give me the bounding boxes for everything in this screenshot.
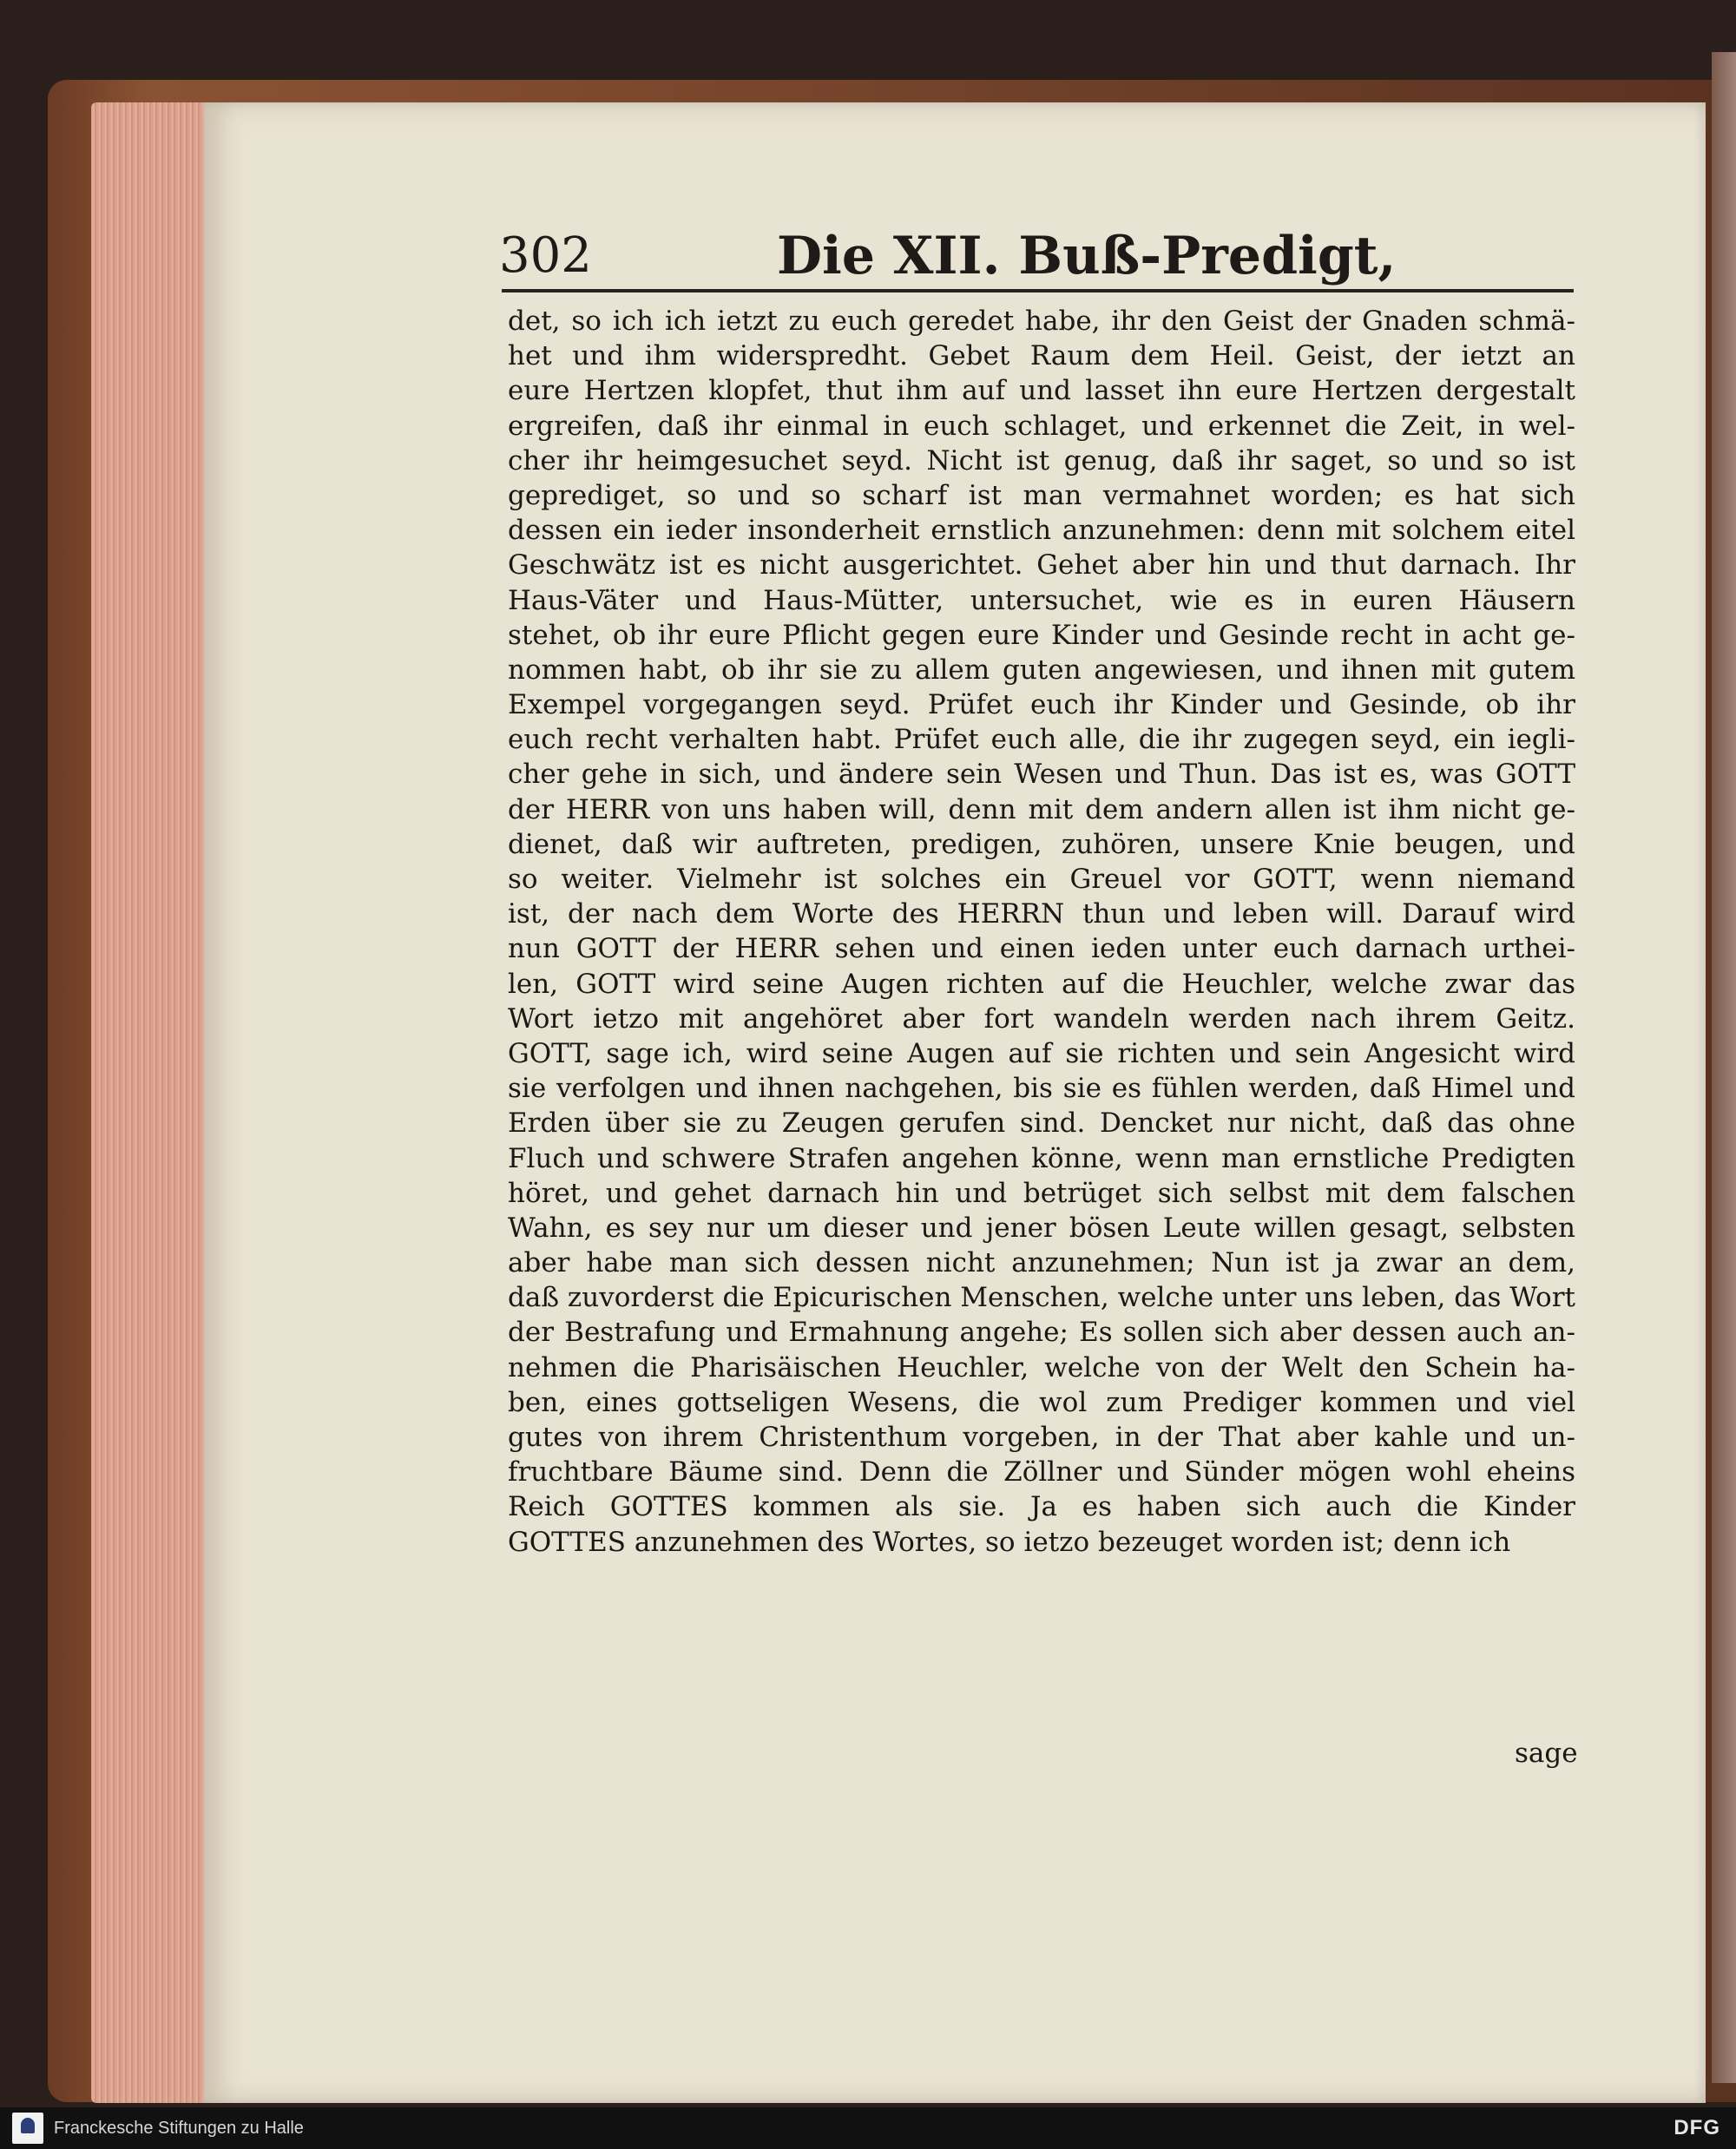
text-line: höret, und gehet darnach hin und betrüget sich selbst mit dem falschen — [508, 1177, 1575, 1209]
page-number: 302 — [499, 227, 592, 284]
text-line: ist, der nach dem Worte des HERRN thun und leben will. Darauf wird — [508, 898, 1575, 930]
text-line: Fluch und schwere Strafen angehen könne, wenn man ernstliche Predigten — [508, 1142, 1575, 1174]
text-line: nommen habt, ob ihr sie zu allem guten angewiesen, und ihnen mit gutem — [508, 654, 1575, 686]
text-line: Erden über sie zu Zeugen gerufen sind. Dencket nur nicht, daß das ohne — [508, 1107, 1575, 1140]
text-line: daß zuvorderst die Epicurischen Menschen, welche unter uns leben, das Wort — [508, 1282, 1575, 1314]
catchword: sage — [1515, 1738, 1578, 1769]
text-line: nehmen die Pharisäischen Heuchler, welche von der Welt den Schein ha- — [508, 1351, 1575, 1383]
text-line: cher ihr heimgesuchet seyd. Nicht ist genug, daß ihr saget, so und so ist — [508, 444, 1575, 476]
text-line: stehet, ob ihr eure Pflicht gegen eure Kinder und Gesinde recht in acht ge- — [508, 619, 1575, 651]
text-line: Reich GOTTES kommen als sie. Ja es haben sich auch die Kinder — [508, 1491, 1575, 1523]
text-line: dessen ein ieder insonderheit ernstlich anzunehmen: denn mit solchem eitel — [508, 515, 1575, 547]
text-line: Exempel vorgegangen seyd. Prüfet euch ihr Kinder und Gesinde, ob ihr — [508, 689, 1575, 721]
dfg-logo: DFG — [1674, 2116, 1720, 2139]
text-line: GOTTES anzunehmen des Wortes, so ietzo bezeuget worden ist; denn ich — [508, 1526, 1511, 1558]
text-line: eure Hertzen klopfet, thut ihm auf und lasset ihn eure Hertzen dergestalt — [508, 375, 1575, 407]
text-line: der HERR von uns haben will, denn mit dem andern allen ist ihm nicht ge- — [508, 793, 1575, 825]
text-line: euch recht verhalten habt. Prüfet euch alle, die ihr zugegen seyd, ein iegli- — [508, 724, 1575, 756]
header-rule — [502, 289, 1574, 292]
footer-bar — [0, 2107, 1736, 2149]
text-line: ergreifen, daß ihr einmal in euch schlaget, und erkennet die Zeit, in wel- — [508, 410, 1575, 442]
text-line: geprediget, so und so scharf ist man vermahnet worden; es hat sich — [508, 479, 1575, 511]
page-edges — [91, 102, 213, 2103]
institution-logo-icon — [12, 2113, 43, 2144]
text-line: Wort ietzo mit angehöret aber fort wandeln werden nach ihrem Geitz. — [508, 1002, 1575, 1035]
text-line: len, GOTT wird seine Augen richten auf die Heuchler, welche zwar das — [508, 968, 1575, 1000]
body-text — [508, 304, 1575, 1560]
text-line: so weiter. Vielmehr ist solches ein Greuel vor GOTT, wenn niemand — [508, 864, 1575, 895]
text-line: gutes von ihrem Christenthum vorgeben, in der That aber kahle und un- — [508, 1422, 1575, 1453]
text-line: ben, eines gottseligen Wesens, die wol zum Prediger kommen und viel — [508, 1386, 1575, 1418]
running-head-title: Die XII. Buß-Predigt, — [777, 226, 1397, 286]
text-line: het und ihm widerspredht. Gebet Raum dem Heil. Geist, der ietzt an — [508, 340, 1575, 372]
institution-name: Franckesche Stiftungen zu Halle — [54, 2119, 304, 2138]
text-line: aber habe man sich dessen nicht anzunehmen; Nun ist ja zwar an dem, — [508, 1247, 1575, 1279]
book-cover-edge — [1712, 52, 1736, 2083]
text-line: cher gehe in sich, und ändere sein Wesen und Thun. Das ist es, was GOTT — [508, 759, 1575, 791]
text-line: Geschwätz ist es nicht ausgerichtet. Gehet aber hin und thut darnach. Ihr — [508, 549, 1575, 582]
text-line: dienet, daß wir auftreten, predigen, zuhören, unsere Knie beugen, und — [508, 828, 1575, 860]
text-line: sie verfolgen und ihnen nachgehen, bis sie es fühlen werden, daß Himel und — [508, 1073, 1575, 1105]
text-line: der Bestrafung und Ermahnung angehe; Es sollen sich aber dessen auch an- — [508, 1317, 1575, 1349]
running-head — [499, 221, 1575, 291]
text-line: nun GOTT der HERR sehen und einen ieden unter euch darnach urthei- — [508, 933, 1575, 965]
text-line: Haus-Väter und Haus-Mütter, untersuchet, wie es in euren Häusern — [508, 584, 1575, 616]
text-line: fruchtbare Bäume sind. Denn die Zöllner und Sünder mögen wohl eheins — [508, 1456, 1575, 1489]
text-line: GOTT, sage ich, wird seine Augen auf sie richten und sein Angesicht wird — [508, 1037, 1575, 1069]
text-line: Wahn, es sey nur um dieser und jener bösen Leute willen gesagt, selbsten — [508, 1212, 1575, 1244]
text-line: det, so ich ich ietzt zu euch geredet habe, ihr den Geist der Gnaden schmä- — [508, 306, 1575, 337]
